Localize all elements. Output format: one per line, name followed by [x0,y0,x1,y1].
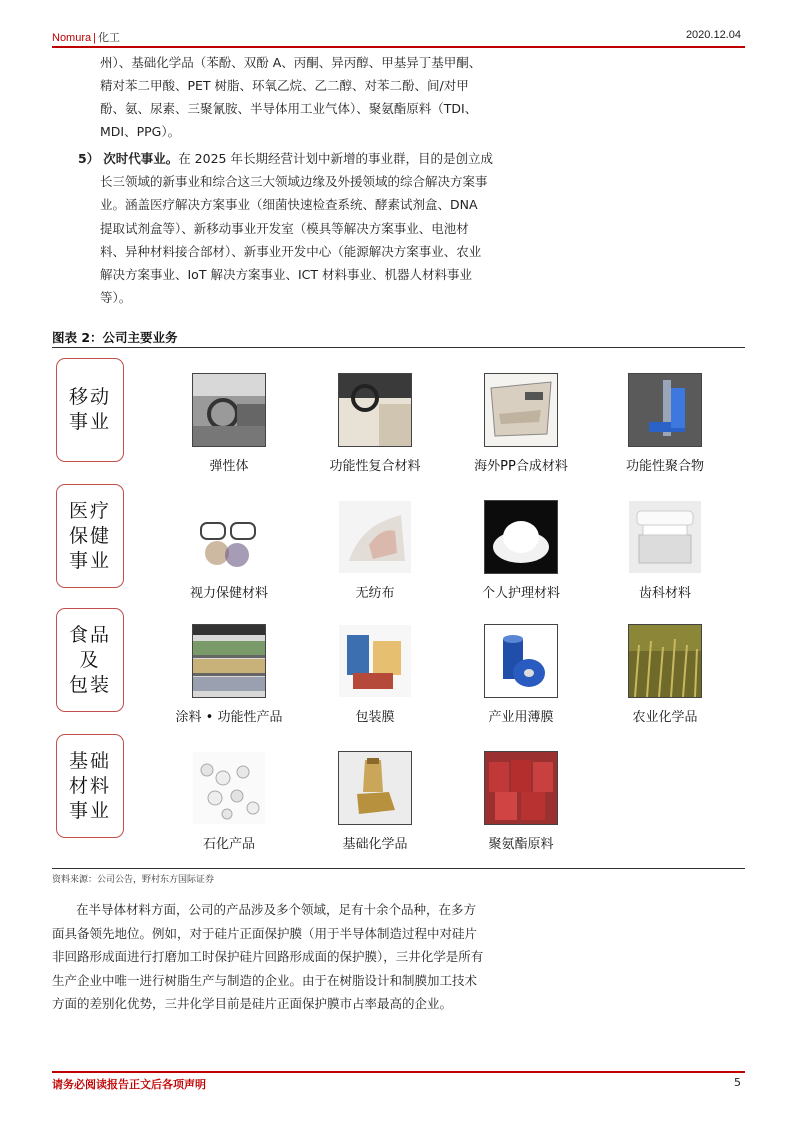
category-label-line: 事业 [68,411,111,433]
food-package-icon [338,624,412,698]
powder-icon [484,500,558,574]
product-tile [300,751,450,852]
product-label: 功能性复合材料 [329,459,421,474]
category-basic-materials [56,734,124,838]
category-label-line: 及 [79,648,101,671]
category-label-line: 事业 [68,549,111,572]
rice-field-icon [628,624,702,698]
dashboard-icon [338,373,412,447]
category-label-line: 移动 [68,386,111,408]
product-tile [590,624,740,725]
pellets-icon [192,751,266,825]
text-line: 酚、氨、尿素、三聚氰胺、半导体用工业气体）、聚氨酯原料（TDI、 [100,101,478,116]
product-tile [300,624,450,725]
product-tile [300,373,450,474]
category-healthcare [56,484,124,588]
product-label: 包装膜 [355,710,395,725]
category-label-line: 材料 [68,774,111,797]
text-line: 在半导体材料方面，公司的产品涉及多个领域，足有十余个品种，在多方 [76,902,477,917]
brand-name: Nomura [52,32,92,44]
figure-bottom-rule [52,868,745,869]
product-label: 齿科材料 [638,586,691,601]
car-seat-icon [338,751,412,825]
footer-divider [52,1071,745,1073]
body-paragraph [52,898,572,1016]
page-number: 5 [734,1076,741,1089]
product-label: 石化产品 [202,837,255,852]
footer-disclaimer: 请务必阅读报告正文后各项声明 [52,1078,206,1091]
text-line: 解决方案事业、IoT 解决方案事业、ICT 材料事业、机器人材料事业 [100,267,472,283]
header-divider [52,46,745,48]
text-line: 精对苯二甲酸、PET 树脂、环氧乙烷、乙二醇、对苯二酚、间/对甲 [100,78,469,93]
text-line: 料、异种材料接合部材）、新事业开发中心（能源解决方案事业、农业 [100,243,482,259]
product-label: 海外PP合成材料 [474,459,568,474]
car-interior-icon [192,373,266,447]
category-food-packaging [56,608,124,712]
text-line: 业。涵盖医疗解决方案事业（细菌快速检查系统、酵素试剂盒、DNA [100,197,478,213]
header-separator: | [93,32,96,44]
text-line: 长三领域的新事业和综合这三大领域边缘及外援领域的综合解决方案事 [100,174,488,190]
category-label-line: 基础 [68,749,111,772]
text-line: 等）。 [100,290,132,306]
sector-name: 化工 [97,32,120,44]
text-line: 提取试剂盒等）、新移动事业开发室（模具等解决方案事业、电池材 [100,220,469,236]
product-tile [154,751,304,852]
category-label-line: 医疗 [68,499,111,522]
product-tile [154,373,304,474]
continuation-text [100,51,540,143]
product-label: 聚氨酯原料 [488,837,554,852]
product-label: 个人护理材料 [481,586,560,601]
product-tile [446,751,596,852]
product-label: 农业化学品 [632,710,698,725]
item-first-text: 在 2025 年长期经营计划中新增的事业群，目的是创立成 [178,151,493,166]
header-left [52,29,120,45]
product-label: 弹性体 [209,459,249,474]
eyeglasses-icon [192,500,266,574]
supermarket-shelf-icon [192,624,266,698]
nonwoven-fabric-icon [338,500,412,574]
category-mobility [56,358,124,462]
polymer-part-icon [628,373,702,447]
figure-top-rule [52,347,745,348]
category-label-line: 食品 [68,623,111,646]
product-tile [154,500,304,601]
text-line: 非回路形成面进行打磨加工时保护硅片回路形成面的保护膜），三井化学是所有 [52,949,484,964]
drums-icon [484,751,558,825]
text-line: 面具备领先地位。例如，对于硅片正面保护膜（用于半导体制造过程中对硅片 [52,925,478,941]
product-tile [154,624,304,725]
report-date: 2020.12.04 [685,29,741,41]
product-tile [590,500,740,601]
item-number: 5） [78,151,100,166]
category-label-line: 保健 [68,524,111,547]
text-line: 方面的差别化优势，三井化学目前是硅片正面保护膜市占率最高的企业。 [52,996,453,1011]
door-panel-icon [484,373,558,447]
figure-title: 图表 2：公司主要业务 [52,330,178,345]
product-label: 涂料 • 功能性产品 [175,710,283,725]
product-label: 无纺布 [355,586,395,601]
product-label: 视力保健材料 [189,586,268,601]
category-label-line: 包装 [68,673,111,696]
product-label: 基础化学品 [342,837,408,852]
product-label: 功能性聚合物 [625,459,704,474]
text-line: MDI、PPG）。 [100,124,181,139]
product-tile [446,624,596,725]
text-line: 生产企业中唯一进行树脂生产与制造的企业。由于在树脂设计和制膜加工技术 [52,972,478,988]
list-item-5 [78,147,540,309]
product-tile [446,500,596,601]
list-item-first-line [78,147,540,170]
product-tile [446,373,596,474]
figure-source: 资料来源：公司公告，野村东方国际证券 [52,875,215,885]
text-line: 州）、基础化学品（苯酚、双酚 A、丙酮、异丙醇、甲基异丁基甲酮、 [100,55,482,70]
dental-model-icon [628,500,702,574]
item-heading: 次时代事业。 [103,151,179,166]
film-roll-icon [484,624,558,698]
product-tile [590,373,740,474]
product-tile [300,500,450,601]
product-label: 产业用薄膜 [488,710,554,725]
category-label-line: 事业 [68,799,111,822]
